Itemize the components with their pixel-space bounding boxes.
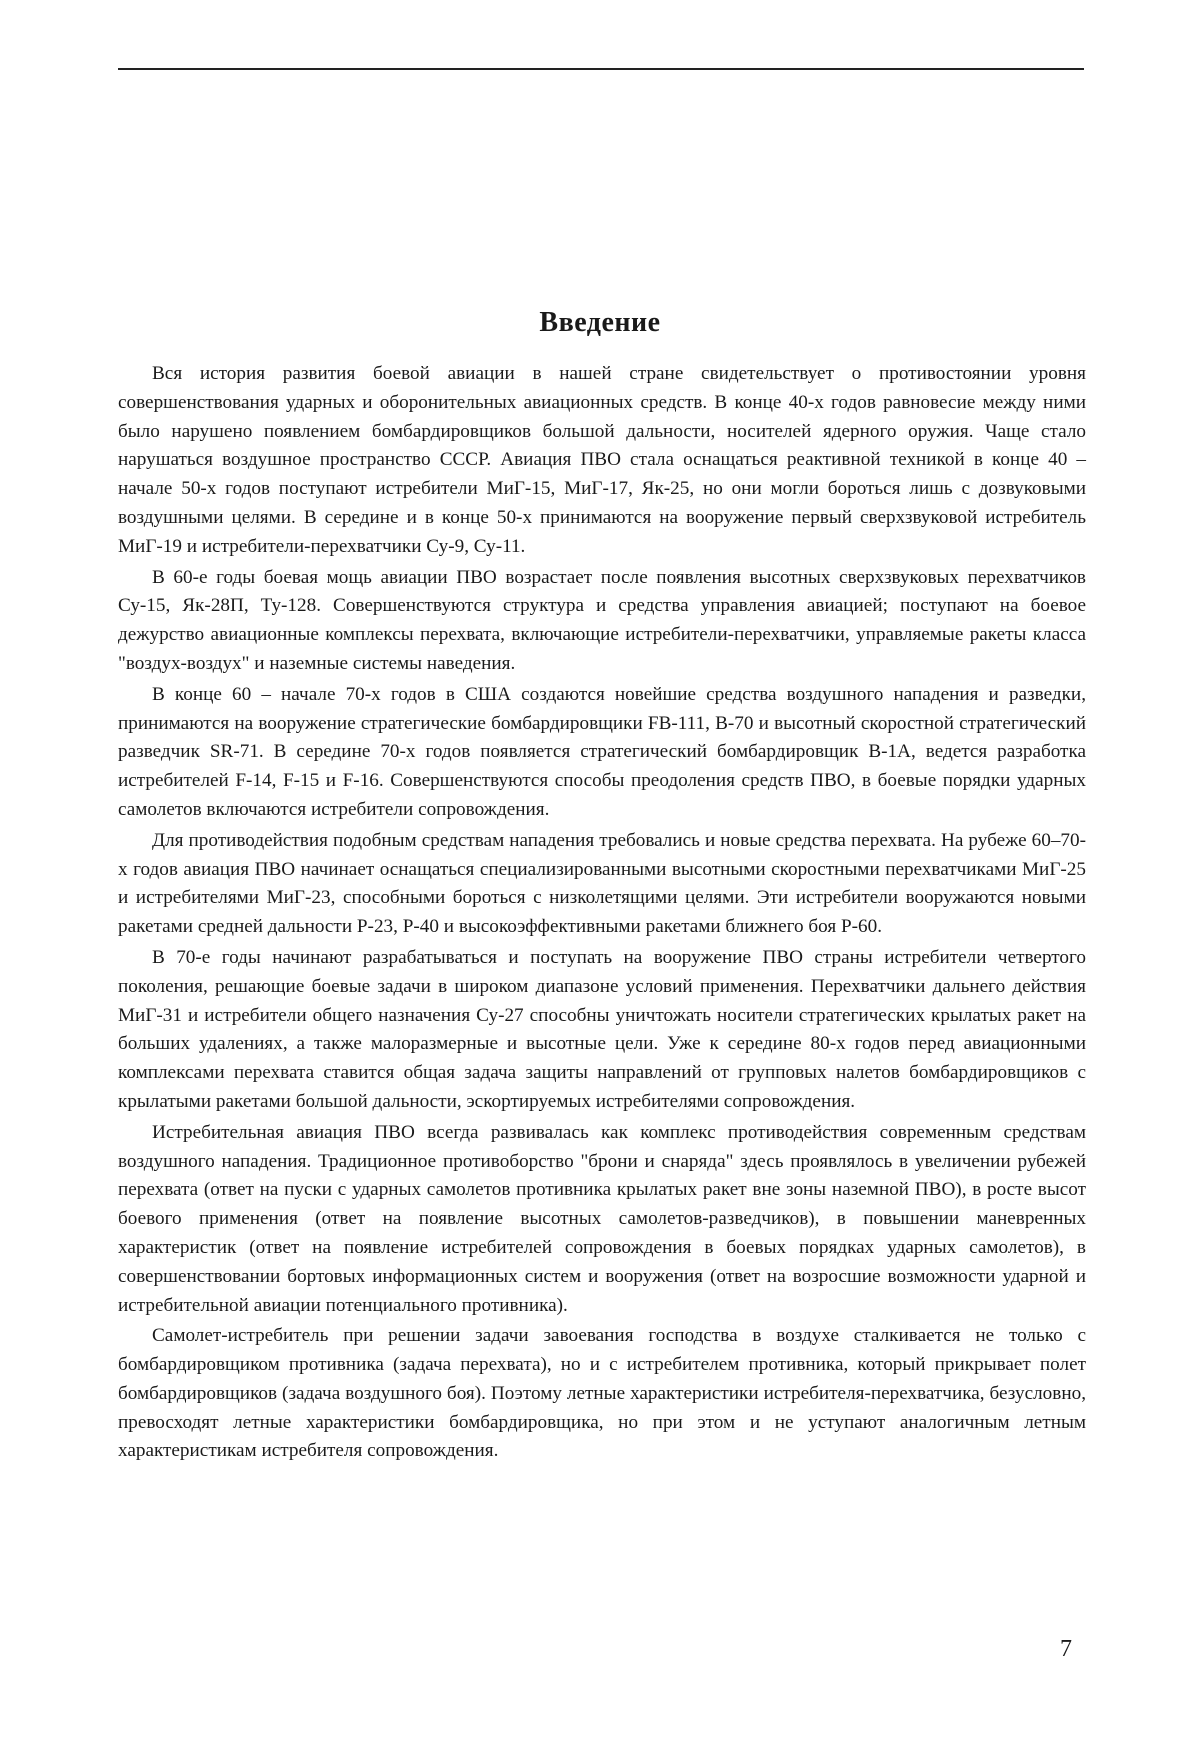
paragraph: Для противодействия подобным средствам нападения требовались и новые средства перехвата. На рубеже 60–70-х годов авиация ПВО начинает оснащаться специализированными высотными скоростными перехватчиками МиГ-25 и истребителями МиГ-23, способными бороться с низколетящими целями. Эти истребители вооружаются новыми ракетами средней дальности Р-23, Р-40 и высокоэффективными ракетами ближнего боя Р-60.	[118, 829, 1086, 938]
paragraph: Самолет-истребитель при решении задачи завоевания господства в воздухе сталкивается не только с бомбардировщиком противника (задача перехвата), но и с истребителем противника, который прикрывает полет бомбардировщиков (задача воздушного боя). Поэтому летные характеристики истребителя-перехватчика, безусловно, превосходят летные характеристики бомбардировщика, но при этом и не уступают аналогичным летным характеристикам истребителя сопровождения.	[118, 1325, 1086, 1462]
body-text	[118, 360, 1086, 1468]
paragraph: В конце 60 – начале 70-х годов в США создаются новейшие средства воздушного нападения и разведки, принимаются на вооружение стратегические бомбардировщики FB-111, B-70 и высотный скоростной стратегический разведчик SR-71. В середине 70-х годов появляется стратегический бомбардировщик B-1A, ведется разработка истребителей F-14, F-15 и F-16. Совершенствуются способы преодоления средств ПВО, в боевые порядки ударных самолетов включаются истребители сопровождения.	[118, 683, 1086, 820]
page-title: Введение	[539, 306, 661, 338]
paragraph: В 60-е годы боевая мощь авиации ПВО возрастает после появления высотных сверхзвуковых перехватчиков Су-15, Як-28П, Ту-128. Совершенствуются структура и средства управления авиацией; поступают на боевое дежурство авиационные комплексы перехвата, включающие истребители-перехватчики, управляемые ракеты класса "воздух-воздух" и наземные системы наведения.	[118, 566, 1086, 674]
paragraph: Вся история развития боевой авиации в нашей стране свидетельствует о противостоянии уровня совершенствования ударных и оборонительных авиационных средств. В конце 40-х годов равновесие между ними было нарушено появлением бомбардировщиков большой дальности, носителей ядерного оружия. Чаще стало нарушаться воздушное пространство СССР. Авиация ПВО стала оснащаться реактивной техникой в конце 40 – начале 50-х годов поступают истребители МиГ-15, МиГ-17, Як-25, но они могли бороться лишь с дозвуковыми воздушными целями. В середине и в конце 50-х принимаются на вооружение первый сверхзвуковой истребитель МиГ-19 и истребители-перехватчики Су-9, Су-11.	[118, 363, 1086, 557]
page-number: 7	[1060, 1636, 1072, 1662]
header-rule	[118, 68, 1084, 70]
paragraph: Истребительная авиация ПВО всегда развивалась как комплекс противодействия современным средствам воздушного нападения. Традиционное противоборство "брони и снаряда" здесь проявлялось в увеличении рубежей перехвата (ответ на пуски с ударных самолетов противника крылатых ракет вне зоны наземной ПВО), в росте высот боевого применения (ответ на появление высотных самолетов-разведчиков), в повышении маневренных характеристик (ответ на появление истребителей сопровождения в боевых порядках ударных самолетов), в совершенствовании бортовых информационных систем и вооружения (ответ на возросшие возможности ударной и истребительной авиации потенциального противника).	[118, 1121, 1086, 1316]
paragraph: В 70-е годы начинают разрабатываться и поступать на вооружение ПВО страны истребители четвертого поколения, решающие боевые задачи в широком диапазоне условий применения. Перехватчики дальнего действия МиГ-31 и истребители общего назначения Су-27 способны уничтожать носители стратегических крылатых ракет на больших удалениях, а также малоразмерные и высотные цели. Уже к середине 80-х годов перед авиационными комплексами перехвата ставится общая задача защиты направлений от групповых налетов бомбардировщиков с крылатыми ракетами большой дальности, эскортируемых истребителями сопровождения.	[118, 946, 1086, 1112]
